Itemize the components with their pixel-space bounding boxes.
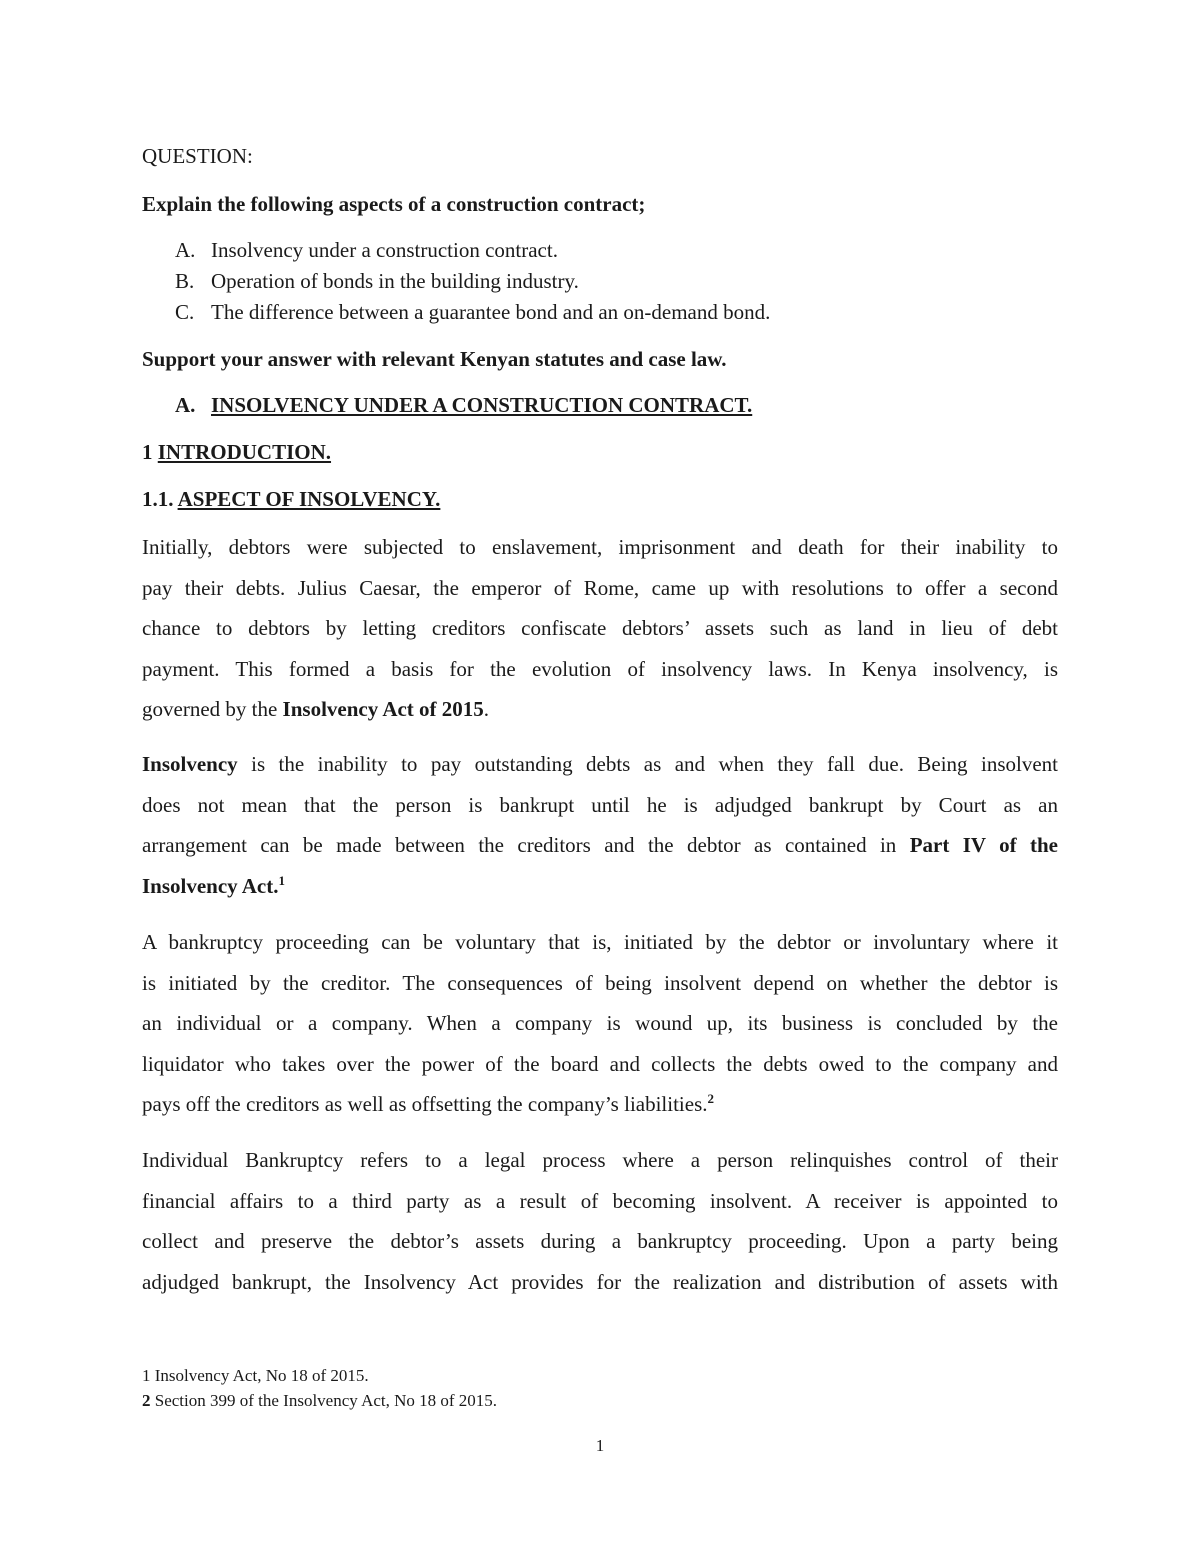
aspect-number: 1.1. bbox=[142, 487, 174, 511]
footnote-1 bbox=[142, 1366, 369, 1386]
paragraph-line: Initially, debtors were subjected to enslavement, imprisonment and death for their inability to bbox=[142, 535, 1058, 559]
question-item-a bbox=[175, 238, 558, 263]
footnote-ref[interactable]: 1 bbox=[278, 872, 285, 888]
statute-name: Insolvency Act. bbox=[142, 873, 279, 898]
statute-name: Insolvency Act of 2015 bbox=[282, 697, 484, 721]
footnote-ref[interactable]: 2 bbox=[707, 1091, 715, 1106]
paragraph-line: does not mean that the person is bankrupt until he is adjudged bankrupt by Court as an bbox=[142, 792, 1058, 817]
paragraph-line: adjudged bankrupt, the Insolvency Act provides for the realization and distribution of assets with bbox=[142, 1269, 1058, 1294]
text-run: pays off the creditors as well as offsetting the company’s liabilities. bbox=[142, 1092, 708, 1116]
list-item-text: Operation of bonds in the building industry. bbox=[211, 269, 579, 293]
term-bold: Insolvency bbox=[142, 752, 238, 776]
question-item-b bbox=[175, 269, 579, 294]
paragraph-history bbox=[142, 527, 1058, 730]
text-run: is the inability to pay outstanding debts as and when they fall due. Being insolvent bbox=[237, 752, 1058, 776]
question-prompt: Explain the following aspects of a construction contract; bbox=[142, 192, 646, 216]
aspect-heading bbox=[142, 487, 1058, 512]
paragraph-line bbox=[142, 689, 1058, 730]
paragraph-bankruptcy-proceeding bbox=[142, 922, 1058, 1125]
footnote-2 bbox=[142, 1391, 497, 1411]
paragraph-line bbox=[142, 1084, 1058, 1125]
paragraph-line: collect and preserve the debtor’s assets during a bankruptcy proceeding. Upon a party being bbox=[142, 1229, 1058, 1253]
paragraph-line bbox=[142, 866, 1058, 907]
question-label: QUESTION: bbox=[142, 144, 253, 168]
intro-title: INTRODUCTION. bbox=[157, 440, 332, 464]
list-marker: C. bbox=[175, 300, 195, 324]
intro-number: 1 bbox=[142, 440, 153, 464]
paragraph-line bbox=[142, 825, 1058, 866]
text-run: arrangement can be made between the creditors and the debtor as contained in bbox=[142, 833, 910, 857]
text-run: governed by the bbox=[142, 697, 283, 721]
footnote-number: 1 bbox=[142, 1366, 151, 1385]
page-number: 1 bbox=[595, 1436, 605, 1455]
section-a-heading bbox=[175, 393, 752, 418]
question-item-c bbox=[175, 300, 770, 325]
intro-heading bbox=[142, 440, 1058, 465]
list-item-text: Insolvency under a construction contract. bbox=[211, 238, 558, 262]
list-marker: A. bbox=[175, 238, 196, 262]
footnote-text: Insolvency Act, No 18 of 2015. bbox=[150, 1366, 369, 1385]
list-marker: B. bbox=[175, 269, 195, 293]
paragraph-line: Individual Bankruptcy refers to a legal process where a person relinquishes control of their bbox=[142, 1148, 1058, 1172]
paragraph-line: payment. This formed a basis for the evolution of insolvency laws. In Kenya insolvency, is bbox=[142, 656, 1058, 681]
footnote-number: 2 bbox=[142, 1391, 151, 1410]
paragraph-line: is initiated by the creditor. The consequences of being insolvent depend on whether the debtor is bbox=[142, 970, 1058, 995]
paragraph-line: pay their debts. Julius Caesar, the emperor of Rome, came up with resolutions to offer a second bbox=[142, 575, 1058, 600]
statute-part: Part IV of the bbox=[909, 833, 1058, 857]
section-a-title: INSOLVENCY UNDER A CONSTRUCTION CONTRACT. bbox=[211, 393, 753, 417]
list-item-text: The difference between a guarantee bond and an on-demand bond. bbox=[211, 300, 771, 324]
support-instruction: Support your answer with relevant Kenyan statutes and case law. bbox=[142, 347, 727, 371]
paragraph-line: chance to debtors by letting creditors confiscate debtors’ assets such as land in lieu of debt bbox=[142, 616, 1058, 640]
paragraph-definition bbox=[142, 744, 1058, 906]
footnote-text: Section 399 of the Insolvency Act, No 18 of 2015. bbox=[150, 1391, 498, 1410]
paragraph-line bbox=[142, 744, 1058, 785]
aspect-title: ASPECT OF INSOLVENCY. bbox=[177, 487, 441, 511]
paragraph-line: an individual or a company. When a company is wound up, its business is concluded by the bbox=[142, 1011, 1058, 1035]
section-a-marker: A. bbox=[175, 393, 196, 417]
text-run: . bbox=[483, 697, 490, 721]
paragraph-line: A bankruptcy proceeding can be voluntary that is, initiated by the debtor or involuntary where it bbox=[142, 930, 1058, 954]
paragraph-individual-bankruptcy bbox=[142, 1140, 1058, 1302]
paragraph-line: financial affairs to a third party as a result of becoming insolvent. A receiver is appointed to bbox=[142, 1188, 1058, 1213]
paragraph-line: liquidator who takes over the power of the board and collects the debts owed to the company and bbox=[142, 1051, 1058, 1076]
